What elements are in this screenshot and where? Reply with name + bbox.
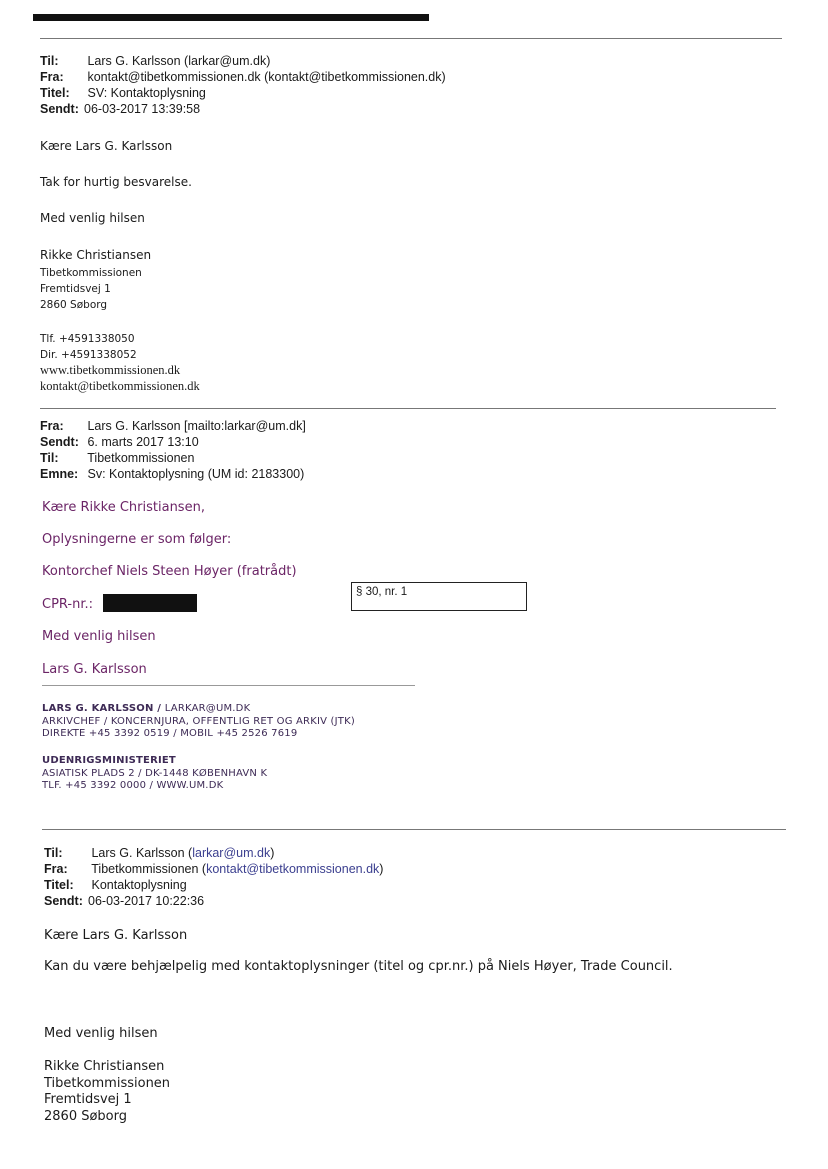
email1-from-row — [40, 69, 446, 85]
email3-to-name: Lars G. Karlsson ( — [91, 846, 193, 860]
email3-to-email[interactable]: larkar@um.dk — [192, 846, 271, 860]
email1-to-row — [40, 53, 446, 69]
ministry-name-text: UDENRIGSMINISTERIET — [42, 755, 176, 766]
signature-org: Tibetkommissionen — [44, 1075, 171, 1091]
sent-label: Sendt: — [44, 894, 83, 908]
redaction-bar-cpr — [103, 594, 197, 612]
email3-from-name: Tibetkommissionen ( — [91, 862, 207, 876]
signature-separator: / — [153, 703, 165, 714]
email1-contact-block — [40, 331, 137, 363]
signature-city: 2860 Søborg — [40, 299, 108, 311]
from-label: Fra: — [40, 70, 64, 84]
email3-header — [44, 845, 383, 909]
email3-closing: Med venlig hilsen — [44, 1026, 158, 1041]
email2-from-value: Lars G. Karlsson [mailto:larkar@um.dk] — [87, 419, 306, 433]
subject-label: Emne: — [40, 467, 79, 481]
email2-subject-value: Sv: Kontaktoplysning (UM id: 2183300) — [87, 467, 305, 481]
email3-from-row — [44, 861, 383, 877]
email1-subject-value: SV: Kontaktoplysning — [87, 86, 206, 100]
email3-subject-row — [44, 877, 383, 893]
email1-greeting: Kære Lars G. Karlsson — [40, 139, 173, 153]
email1-header — [40, 53, 446, 117]
to-label: Til: — [44, 846, 63, 860]
subject-label: Titel: — [40, 86, 70, 100]
signature-org: Tibetkommissionen — [40, 267, 142, 279]
to-label: Til: — [40, 54, 59, 68]
email2-sent-value: 6. marts 2017 13:10 — [87, 435, 199, 449]
signature-email[interactable]: LARKAR@UM.DK — [164, 703, 251, 714]
signature-line-1 — [42, 703, 355, 716]
signature-phone: Tlf. +4591338050 — [40, 333, 135, 345]
email2-person: Kontorchef Niels Steen Høyer (fratrådt) — [42, 564, 297, 579]
signature-street: Fremtidsvej 1 — [40, 283, 111, 295]
divider-2 — [40, 408, 776, 409]
divider-1 — [40, 38, 782, 39]
paren-close: ) — [270, 846, 275, 860]
email3-subject-value: Kontaktoplysning — [91, 878, 187, 892]
email1-signature-name: Rikke Christiansen — [40, 248, 152, 262]
signature-email-link[interactable]: kontakt@tibetkommissionen.dk — [40, 379, 200, 393]
email3-sent-row — [44, 893, 383, 909]
email1-subject-row — [40, 85, 446, 101]
email1-signature-block — [40, 265, 142, 313]
email2-ministry-block — [42, 755, 267, 793]
email1-closing: Med venlig hilsen — [40, 211, 145, 225]
email2-signature — [42, 703, 355, 741]
signature-title: ARKIVCHEF / KONCERNJURA, OFFENTLIG RET OG ARKIV (JTK) — [42, 715, 355, 727]
legal-note-box — [351, 582, 527, 611]
email1-from-value: kontakt@tibetkommissionen.dk (kontakt@tibetkommissionen.dk) — [87, 70, 446, 84]
sent-label: Sendt: — [40, 102, 79, 116]
email2-greeting: Kære Rikke Christiansen, — [42, 500, 205, 515]
email2-closing: Med venlig hilsen — [42, 629, 156, 644]
signature-name: Rikke Christiansen — [44, 1059, 165, 1074]
email2-sender: Lars G. Karlsson — [42, 662, 147, 677]
email1-links — [40, 362, 200, 394]
email3-greeting: Kære Lars G. Karlsson — [44, 928, 188, 943]
email2-to-row — [40, 450, 306, 466]
email1-sent-value: 06-03-2017 13:39:58 — [84, 102, 201, 116]
email3-signature — [44, 1059, 170, 1125]
email1-body: Tak for hurtig besvarelse. — [40, 175, 192, 189]
signature-web-link[interactable]: www.tibetkommissionen.dk — [40, 363, 181, 377]
email2-cpr-label: CPR-nr.: — [42, 597, 94, 612]
signature-street: Fremtidsvej 1 — [44, 1092, 132, 1107]
email2-from-row — [40, 418, 306, 434]
email3-body: Kan du være behjælpelig med kontaktoplysninger (titel og cpr.nr.) på Niels Høyer, Trade Council. — [44, 959, 673, 974]
from-label: Fra: — [44, 862, 68, 876]
email2-to-value: Tibetkommissionen — [87, 451, 195, 465]
from-label: Fra: — [40, 419, 64, 433]
signature-city: 2860 Søborg — [44, 1108, 127, 1124]
email2-intro: Oplysningerne er som følger: — [42, 532, 232, 547]
ministry-address: ASIATISK PLADS 2 / DK-1448 KØBENHAVN K — [42, 767, 268, 779]
email2-sent-row — [40, 434, 306, 450]
signature-direct: Dir. +4591338052 — [40, 349, 137, 361]
signature-divider — [42, 685, 415, 686]
legal-note-text: § 30, nr. 1 — [356, 586, 408, 598]
to-label: Til: — [40, 451, 59, 465]
redaction-bar-top — [33, 14, 429, 21]
email3-from-email[interactable]: kontakt@tibetkommissionen.dk — [206, 862, 380, 876]
email1-sent-row — [40, 101, 446, 117]
sent-label: Sendt: — [40, 435, 79, 449]
ministry-phone-web: TLF. +45 3392 0000 / WWW.UM.DK — [42, 780, 224, 791]
ministry-name — [42, 755, 267, 768]
email2-header — [40, 418, 306, 482]
signature-phones: DIREKTE +45 3392 0519 / MOBIL +45 2526 7619 — [42, 728, 298, 739]
signature-name: LARS G. KARLSSON — [42, 703, 154, 714]
email3-sent-value: 06-03-2017 10:22:36 — [88, 894, 205, 908]
email2-subject-row — [40, 466, 306, 482]
email3-to-row — [44, 845, 383, 861]
email1-to-value: Lars G. Karlsson (larkar@um.dk) — [87, 54, 271, 68]
subject-label: Titel: — [44, 878, 74, 892]
paren-close: ) — [379, 862, 384, 876]
divider-3 — [42, 829, 786, 830]
